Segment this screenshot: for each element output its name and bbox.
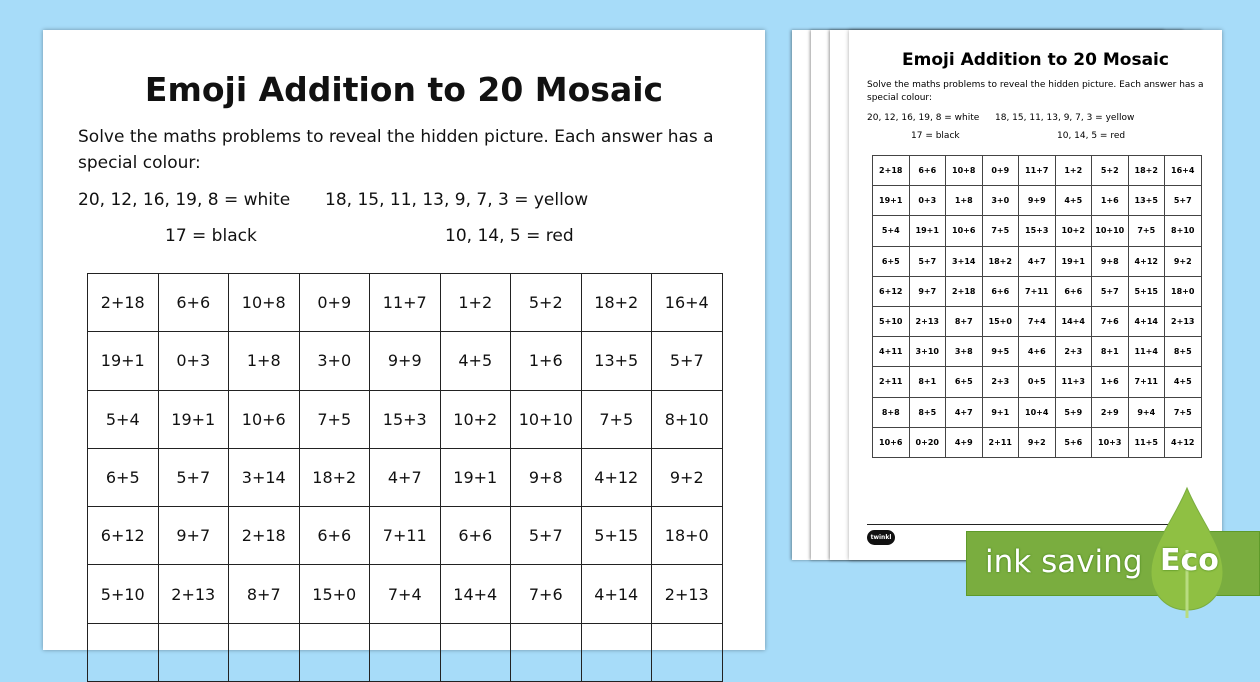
grid-cell: 1+8 (946, 186, 983, 216)
grid-cell: 15+0 (982, 306, 1019, 336)
grid-cell (88, 623, 159, 681)
key-red: 10, 14, 5 = red (445, 226, 574, 246)
grid-cell: 1+2 (1055, 156, 1092, 186)
grid-cell (581, 623, 652, 681)
grid-cell: 8+5 (1165, 337, 1202, 367)
grid-row (873, 427, 1202, 457)
grid-cell: 16+4 (1165, 156, 1202, 186)
grid-cell: 15+3 (1019, 216, 1056, 246)
grid-cell: 7+4 (370, 565, 441, 623)
grid-cell: 4+7 (946, 397, 983, 427)
grid-cell: 9+9 (370, 332, 441, 390)
grid-row (88, 390, 723, 448)
grid-cell: 5+7 (652, 332, 723, 390)
footer-divider (867, 524, 1192, 525)
grid-cell: 1+6 (1092, 186, 1129, 216)
grid-cell: 4+5 (1165, 367, 1202, 397)
ink-saving-label: ink saving (985, 544, 1143, 580)
grid-cell: 5+4 (873, 216, 910, 246)
grid-row (873, 276, 1202, 306)
grid-cell: 2+3 (1055, 337, 1092, 367)
grid-cell: 3+10 (909, 337, 946, 367)
grid-cell: 10+4 (1019, 397, 1056, 427)
preview-title: Emoji Addition to 20 Mosaic (902, 50, 1169, 70)
grid-cell: 9+8 (511, 448, 582, 506)
grid-cell: 8+1 (909, 367, 946, 397)
grid-cell: 3+8 (946, 337, 983, 367)
grid-cell: 8+7 (229, 565, 300, 623)
grid-row (88, 623, 723, 681)
grid-cell: 10+3 (1092, 427, 1129, 457)
grid-cell: 4+6 (1019, 337, 1056, 367)
grid-cell: 5+2 (1092, 156, 1129, 186)
mosaic-grid (87, 273, 723, 682)
grid-cell: 5+6 (1055, 427, 1092, 457)
grid-cell: 14+4 (1055, 306, 1092, 336)
grid-cell: 11+5 (1128, 427, 1165, 457)
grid-cell: 15+0 (299, 565, 370, 623)
grid-cell: 6+6 (982, 276, 1019, 306)
grid-cell: 8+5 (909, 397, 946, 427)
grid-cell: 11+4 (1128, 337, 1165, 367)
grid-cell: 8+10 (652, 390, 723, 448)
grid-cell: 9+2 (652, 448, 723, 506)
grid-row (873, 156, 1202, 186)
grid-cell: 0+9 (299, 274, 370, 332)
grid-cell: 2+11 (982, 427, 1019, 457)
grid-cell: 6+6 (909, 156, 946, 186)
grid-cell: 8+1 (1092, 337, 1129, 367)
grid-cell: 1+6 (1092, 367, 1129, 397)
grid-cell: 4+7 (1019, 246, 1056, 276)
grid-row (873, 216, 1202, 246)
preview-key-yellow: 18, 15, 11, 13, 9, 7, 3 = yellow (995, 113, 1135, 123)
grid-cell: 10+6 (946, 216, 983, 246)
grid-cell: 6+6 (158, 274, 229, 332)
grid-cell: 6+6 (299, 507, 370, 565)
grid-cell: 8+10 (1165, 216, 1202, 246)
grid-cell: 5+7 (1165, 186, 1202, 216)
grid-cell: 7+11 (370, 507, 441, 565)
grid-cell: 6+12 (873, 276, 910, 306)
grid-cell: 1+6 (511, 332, 582, 390)
grid-cell: 3+14 (946, 246, 983, 276)
preview-key-black: 17 = black (911, 131, 960, 141)
grid-cell (370, 623, 441, 681)
grid-cell: 18+0 (1165, 276, 1202, 306)
grid-cell: 11+7 (370, 274, 441, 332)
grid-cell: 13+5 (1128, 186, 1165, 216)
grid-cell: 4+11 (873, 337, 910, 367)
grid-cell: 7+6 (1092, 306, 1129, 336)
grid-cell: 2+3 (982, 367, 1019, 397)
grid-cell: 9+2 (1165, 246, 1202, 276)
grid-cell: 15+3 (370, 390, 441, 448)
grid-cell: 0+5 (1019, 367, 1056, 397)
grid-cell: 9+7 (158, 507, 229, 565)
grid-cell: 4+9 (946, 427, 983, 457)
grid-cell: 10+6 (873, 427, 910, 457)
grid-cell: 5+9 (1055, 397, 1092, 427)
grid-cell: 9+4 (1128, 397, 1165, 427)
grid-cell: 7+4 (1019, 306, 1056, 336)
key-black: 17 = black (165, 226, 257, 246)
grid-cell: 18+0 (652, 507, 723, 565)
grid-cell: 3+0 (299, 332, 370, 390)
grid-cell: 19+1 (909, 216, 946, 246)
grid-cell: 0+9 (982, 156, 1019, 186)
grid-cell: 4+5 (440, 332, 511, 390)
grid-cell: 7+5 (299, 390, 370, 448)
grid-cell: 7+6 (511, 565, 582, 623)
grid-cell: 2+18 (88, 274, 159, 332)
worksheet-title: Emoji Addition to 20 Mosaic (144, 70, 664, 109)
grid-row (88, 507, 723, 565)
grid-cell: 0+3 (909, 186, 946, 216)
grid-cell: 11+7 (1019, 156, 1056, 186)
grid-cell: 2+13 (652, 565, 723, 623)
grid-cell: 19+1 (873, 186, 910, 216)
eco-label: Eco (1160, 543, 1219, 578)
grid-cell: 18+2 (982, 246, 1019, 276)
grid-row (873, 397, 1202, 427)
grid-cell: 2+9 (1092, 397, 1129, 427)
grid-row (873, 246, 1202, 276)
grid-cell: 5+7 (909, 246, 946, 276)
key-white: 20, 12, 16, 19, 8 = white (78, 190, 291, 210)
grid-cell: 4+14 (1128, 306, 1165, 336)
grid-row (88, 274, 723, 332)
preview-key-white: 20, 12, 16, 19, 8 = white (867, 113, 980, 123)
grid-row (88, 565, 723, 623)
grid-cell: 4+12 (1165, 427, 1202, 457)
grid-cell: 14+4 (440, 565, 511, 623)
grid-row (88, 448, 723, 506)
grid-cell: 6+5 (946, 367, 983, 397)
grid-cell (299, 623, 370, 681)
grid-cell: 2+13 (909, 306, 946, 336)
grid-cell: 6+6 (440, 507, 511, 565)
grid-row (873, 337, 1202, 367)
grid-cell: 2+18 (873, 156, 910, 186)
grid-cell: 10+8 (946, 156, 983, 186)
grid-cell: 9+1 (982, 397, 1019, 427)
grid-cell: 19+1 (88, 332, 159, 390)
grid-cell: 1+2 (440, 274, 511, 332)
grid-cell: 7+5 (982, 216, 1019, 246)
grid-cell: 9+8 (1092, 246, 1129, 276)
grid-cell: 6+5 (88, 448, 159, 506)
grid-cell: 19+1 (1055, 246, 1092, 276)
grid-cell (652, 623, 723, 681)
grid-cell: 5+2 (511, 274, 582, 332)
grid-cell: 7+5 (1128, 216, 1165, 246)
grid-cell (511, 623, 582, 681)
grid-cell (440, 623, 511, 681)
grid-cell: 4+5 (1055, 186, 1092, 216)
grid-cell: 5+10 (873, 306, 910, 336)
grid-cell: 9+9 (1019, 186, 1056, 216)
grid-cell: 19+1 (158, 390, 229, 448)
grid-cell: 10+2 (440, 390, 511, 448)
grid-cell: 8+8 (873, 397, 910, 427)
grid-cell: 18+2 (581, 274, 652, 332)
preview-key-red: 10, 14, 5 = red (1057, 131, 1126, 141)
grid-cell: 6+12 (88, 507, 159, 565)
grid-cell: 7+11 (1019, 276, 1056, 306)
grid-cell: 5+15 (581, 507, 652, 565)
grid-cell: 2+18 (946, 276, 983, 306)
grid-cell: 3+14 (229, 448, 300, 506)
grid-cell: 7+5 (581, 390, 652, 448)
grid-row (873, 367, 1202, 397)
grid-cell: 7+5 (1165, 397, 1202, 427)
grid-cell: 2+11 (873, 367, 910, 397)
grid-cell: 5+4 (88, 390, 159, 448)
grid-cell: 9+2 (1019, 427, 1056, 457)
grid-cell: 10+6 (229, 390, 300, 448)
grid-cell: 13+5 (581, 332, 652, 390)
grid-cell: 0+20 (909, 427, 946, 457)
grid-row (873, 306, 1202, 336)
grid-cell (229, 623, 300, 681)
grid-cell: 19+1 (440, 448, 511, 506)
grid-cell: 16+4 (652, 274, 723, 332)
grid-cell: 0+3 (158, 332, 229, 390)
grid-cell: 4+7 (370, 448, 441, 506)
grid-cell: 4+14 (581, 565, 652, 623)
grid-row (88, 332, 723, 390)
grid-row (873, 186, 1202, 216)
grid-cell: 5+7 (158, 448, 229, 506)
grid-cell: 10+8 (229, 274, 300, 332)
preview-mosaic-grid (872, 155, 1202, 458)
grid-cell: 10+10 (511, 390, 582, 448)
grid-cell: 2+13 (158, 565, 229, 623)
grid-cell: 7+11 (1128, 367, 1165, 397)
grid-cell: 18+2 (299, 448, 370, 506)
grid-cell: 2+18 (229, 507, 300, 565)
grid-cell: 10+10 (1092, 216, 1129, 246)
grid-cell: 18+2 (1128, 156, 1165, 186)
grid-cell: 9+5 (982, 337, 1019, 367)
grid-cell: 10+2 (1055, 216, 1092, 246)
instructions: Solve the maths problems to reveal the hidden picture. Each answer has a special colour: (78, 127, 714, 173)
grid-cell: 4+12 (581, 448, 652, 506)
twinkl-logo: twinkl (867, 530, 895, 545)
grid-cell: 11+3 (1055, 367, 1092, 397)
grid-cell: 5+15 (1128, 276, 1165, 306)
grid-cell: 5+10 (88, 565, 159, 623)
grid-cell: 3+0 (982, 186, 1019, 216)
key-yellow: 18, 15, 11, 13, 9, 7, 3 = yellow (325, 190, 589, 210)
grid-cell (158, 623, 229, 681)
grid-cell: 6+5 (873, 246, 910, 276)
preview-instructions: Solve the maths problems to reveal the hidden picture. Each answer has a special colour: (867, 80, 1204, 103)
grid-cell: 4+12 (1128, 246, 1165, 276)
grid-cell: 5+7 (1092, 276, 1129, 306)
grid-cell: 1+8 (229, 332, 300, 390)
grid-cell: 6+6 (1055, 276, 1092, 306)
grid-cell: 2+13 (1165, 306, 1202, 336)
grid-cell: 9+7 (909, 276, 946, 306)
grid-cell: 5+7 (511, 507, 582, 565)
worksheet-page (43, 30, 765, 650)
grid-cell: 8+7 (946, 306, 983, 336)
